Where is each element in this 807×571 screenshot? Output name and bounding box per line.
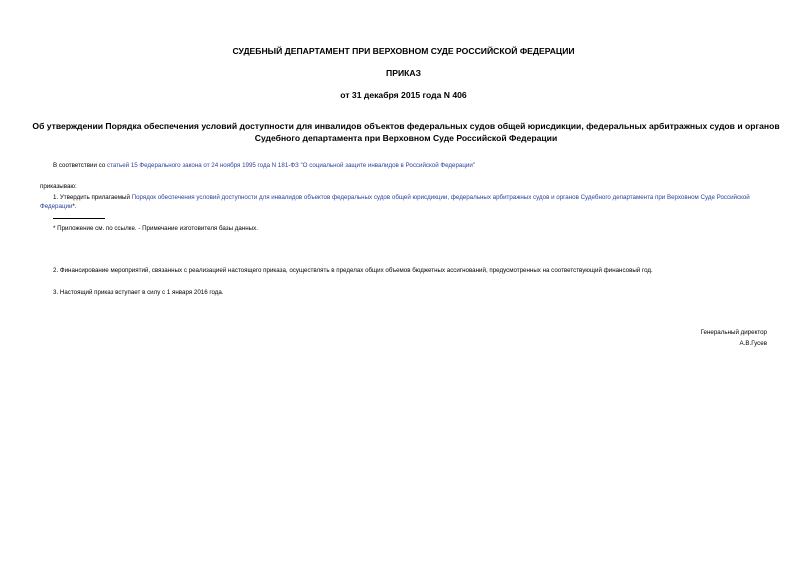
- item-1-suffix: *.: [72, 203, 77, 210]
- signature-position: Генеральный директор: [700, 329, 767, 336]
- document-title: Об утверждении Порядка обеспечения условий доступности для инвалидов объектов федеральных судов общей юрисдикции, федеральных арбитражных судов и органов Судебного департамента при Верховном Суде Российской Федерации: [32, 121, 780, 143]
- organization-heading: СУДЕБНЫЙ ДЕПАРТАМЕНТ ПРИ ВЕРХОВНОМ СУДЕ РОССИЙСКОЙ ФЕДЕРАЦИИ: [232, 46, 575, 56]
- preamble: [53, 161, 475, 170]
- footnote: * Приложение см. по ссылке. - Примечание изготовителя базы данных.: [53, 225, 258, 232]
- document-date-number: от 31 декабря 2015 года N 406: [340, 90, 467, 100]
- footnote-divider: [53, 218, 105, 219]
- item-1: [40, 193, 770, 211]
- item-3: 3. Настоящий приказ вступает в силу с 1 января 2016 года.: [53, 289, 224, 296]
- preamble-text: В соответствии со: [53, 162, 107, 169]
- signature-name: А.В.Гусев: [739, 340, 767, 347]
- order-word: приказываю:: [40, 183, 77, 190]
- procedure-link[interactable]: Порядок обеспечения условий доступности для инвалидов объектов федеральных судов общей юрисдикции, федеральных арбитражных судов и органов Судебного департамента при Верховном Суде Российской Федерации: [40, 194, 750, 210]
- law-link[interactable]: статьей 15 Федерального закона от 24 ноября 1995 года N 181-ФЗ "О социальной защите инвалидов в Российской Федерации": [106, 162, 476, 169]
- item-1-prefix: 1. Утвердить прилагаемый: [53, 194, 132, 201]
- item-2: 2. Финансирование мероприятий, связанных с реализацией настоящего приказа, осуществлять в пределах общих объемов бюджетных ассигнований, предусмотренных на соответствующий финансовый год.: [53, 267, 653, 274]
- document-type: ПРИКАЗ: [386, 68, 421, 78]
